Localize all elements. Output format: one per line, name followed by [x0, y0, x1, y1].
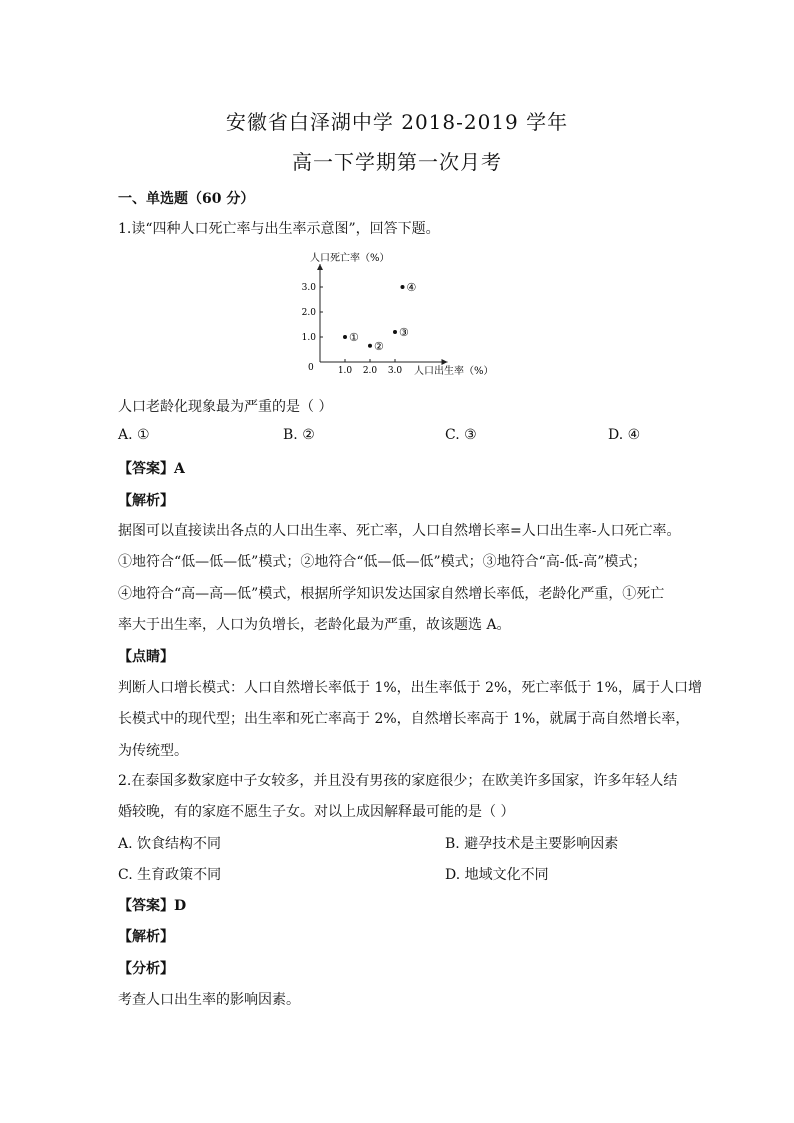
q1-option-d[interactable]: D. ④ — [608, 427, 641, 443]
q1-tip-line: 为传统型。 — [118, 743, 188, 759]
q1-option-c[interactable]: C. ③ — [445, 427, 477, 443]
q2-option-d[interactable]: D. 地域文化不同 — [445, 867, 549, 883]
q1-analysis-line: 率大于出生率，人口为负增长，老龄化最为严重，故该题选 A。 — [118, 617, 511, 633]
data-point — [401, 285, 405, 289]
section-heading: 一、单选题（60 分） — [118, 191, 255, 207]
chart-points — [343, 281, 417, 353]
x-tick-label: 3.0 — [387, 366, 403, 376]
q1-stem: 1.读“四种人口死亡率与出生率示意图”，回答下题。 — [118, 221, 440, 237]
x-axis-arrow — [442, 359, 448, 365]
doc-title-line1: 安徽省白泽湖中学 2018-2019 学年 — [225, 110, 569, 134]
y-tick-label: 2.0 — [301, 308, 316, 318]
q1-tip-heading: 【点睛】 — [118, 649, 174, 665]
x-tick-label: 2.0 — [362, 366, 378, 376]
q1-analysis-line: ①地符合“低—低—低”模式；②地符合“低—低—低”模式；③地符合“高-低-高”模式； — [118, 554, 647, 570]
data-point — [343, 335, 347, 339]
y-axis-arrow — [317, 264, 323, 270]
q2-answer: 【答案】D — [118, 898, 187, 914]
q1-option-a[interactable]: A. ① — [118, 427, 150, 443]
q2-fenxi-text: 考查人口出生率的影响因素。 — [118, 992, 300, 1008]
data-point-label: ④ — [406, 281, 417, 294]
q1-option-b[interactable]: B. ② — [283, 427, 315, 443]
data-point-label: ① — [349, 331, 359, 344]
data-point-label: ③ — [399, 326, 409, 339]
y-axis-label: 人口死亡率（%） — [310, 253, 390, 264]
q1-answer: 【答案】A — [118, 461, 185, 477]
q2-stem-line: 婚较晚，有的家庭不愿生子女。对以上成因解释最可能的是（ ） — [118, 804, 515, 820]
q1-tip-line: 长模式中的现代型；出生率和死亡率高于 2%，自然增长率高于 1%，就属于高自然增长率， — [118, 711, 690, 727]
q1-analysis-heading: 【解析】 — [118, 493, 174, 509]
data-point-label: ② — [374, 339, 384, 353]
q2-analysis-heading: 【解析】 — [118, 929, 174, 945]
q2-stem-line: 2.在泰国多数家庭中子女较多，并且没有男孩的家庭很少；在欧美许多国家，许多年轻人结 — [118, 773, 678, 789]
doc-title-line2: 高一下学期第一次月考 — [292, 150, 502, 174]
y-tick-label: 3.0 — [301, 283, 316, 293]
q2-option-b[interactable]: B. 避孕技术是主要影响因素 — [445, 836, 619, 852]
origin-label: 0 — [308, 363, 314, 373]
q1-analysis-line: ④地符合“高—高—低”模式，根据所学知识发达国家自然增长率低，老龄化严重，①死亡 — [118, 586, 665, 602]
q2-option-c[interactable]: C. 生育政策不同 — [118, 867, 222, 883]
q2-option-a[interactable]: A. 饮食结构不同 — [118, 836, 222, 852]
x-tick-label: 1.0 — [337, 366, 353, 376]
data-point — [368, 344, 372, 348]
q2-fenxi-heading: 【分析】 — [118, 961, 174, 977]
q1-analysis-line: 据图可以直接读出各点的人口出生率、死亡率，人口自然增长率=人口出生率-人口死亡率。 — [118, 523, 681, 539]
x-axis-label: 人口出生率（%） — [414, 366, 494, 377]
q1-tip-line: 判断人口增长模式：人口自然增长率低于 1%，出生率低于 2%，死亡率低于 1%，属于人口增 — [118, 680, 702, 696]
y-tick-label: 1.0 — [301, 333, 316, 343]
data-point — [393, 330, 397, 334]
q1-question: 人口老龄化现象最为严重的是（ ） — [118, 399, 333, 415]
birth-death-rate-chart — [290, 248, 510, 383]
